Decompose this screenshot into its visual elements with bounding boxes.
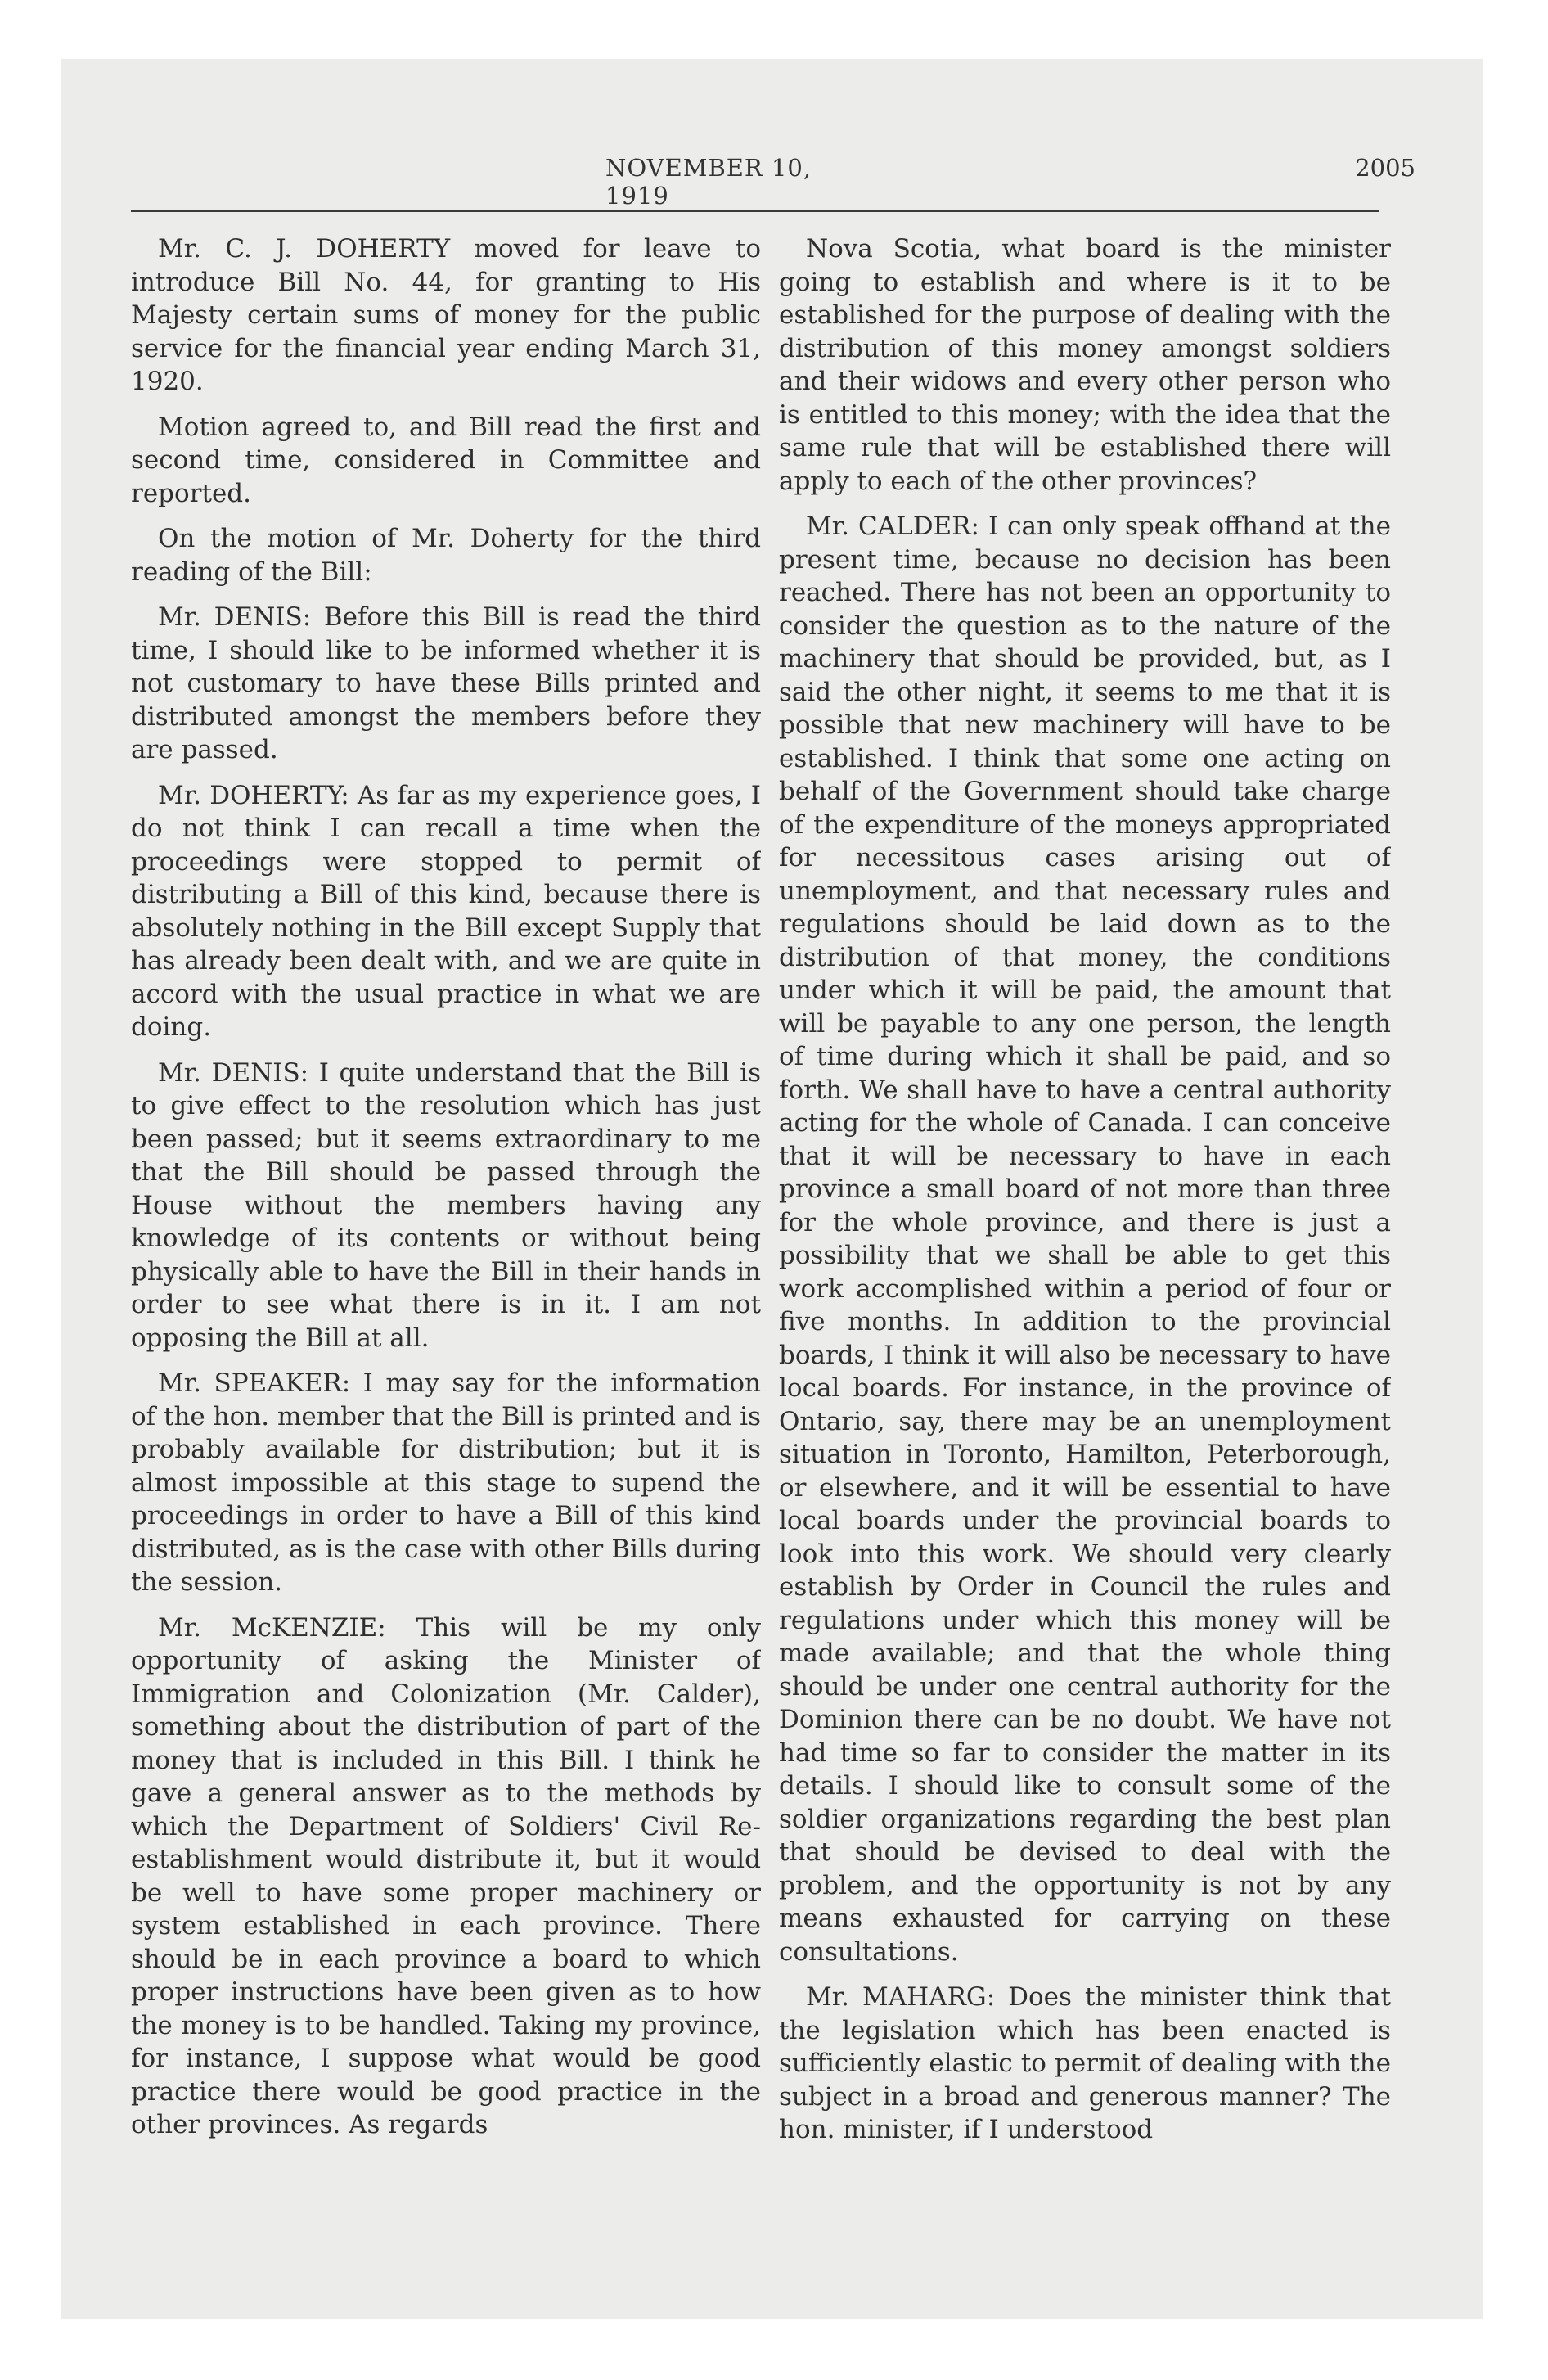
paragraph: Nova Scotia, what board is the minister going to establish and where is it to be established for the purpose of dealing with the distribution of this money amongst soldiers and their widows and every other person who is entitled to this money; with the idea that the same rule that will be established there will apply to each of the other provinces? — [779, 234, 1391, 496]
paragraph: Mr. DENIS: Before this Bill is read the third time, I should like to be informed whether it is not customary to have these Bills printed and distributed amongst the members before they are passed. — [131, 602, 761, 764]
paragraph: Mr. C. J. DOHERTY moved for leave to introduce Bill No. 44, for granting to His Majesty certain sums of money for the public service for the financial year ending March 31, 1920. — [131, 234, 761, 396]
page-number: 2005 — [1355, 154, 1415, 182]
right-column — [779, 232, 1391, 2180]
header-rule — [131, 210, 1379, 212]
paragraph: Mr. CALDER: I can only speak offhand at the present time, because no decision has been reached. There has not been an opportunity to consider the question as to the nature of the machinery that should be provided, but, as I said the other night, it seems to me that it is possible that new machinery will have to be established. I think that some one acting on behalf of the Government should take charge of the expenditure of the moneys appropriated for necessitous cases arising out of unemployment, and that necessary rules and regulations should be laid down as to the distribution of that money, the conditions under which it will be paid, the amount that will be payable to any one person, the length of time during which it shall be paid, and so forth. We shall have to have a central authority acting for the whole of Canada. I can conceive that it will be necessary to have in each province a small board of not more than three for the whole province, and there is just a possibility that we shall be able to get this work accomplished within a period of four or five months. In addition to the provincial boards, I think it will also be necessary to have local boards. For instance, in the province of Ontario, say, there may be an unemployment situation in Toronto, Hamilton, Peterborough, or elsewhere, and it will be essential to have local boards under the provincial boards to look into this work. We should very clearly establish by Order in Council the rules and regulations under which this money will be made available; and that the whole thing should be under one central authority for the Dominion there can be no doubt. We have not had time so far to consider the matter in its details. I should like to consult some of the soldier organizations regarding the best plan that should be devised to deal with the problem, and the opportunity is not by any means exhausted for carrying on these consultations. — [779, 512, 1391, 1967]
paragraph: Mr. DENIS: I quite understand that the Bill is to give effect to the resolution which has just been passed; but it seems extraordinary to me that the Bill should be passed through the House without the members having any knowledge of its contents or without being physically able to have the Bill in their hands in order to see what there is in it. I am not opposing the Bill at all. — [131, 1057, 761, 1353]
paragraph: Motion agreed to, and Bill read the first and second time, considered in Committee and reported. — [131, 412, 761, 508]
paragraph: Mr. MAHARG: Does the minister think that the legislation which has been enacted is sufficiently elastic to permit of dealing with the subject in a broad and generous manner? The hon. minister, if I understood — [779, 1982, 1391, 2144]
left-column — [131, 232, 761, 2180]
paragraph: Mr. DOHERTY: As far as my experience goes, I do not think I can recall a time when the proceedings were stopped to permit of distributing a Bill of this kind, because there is absolutely nothing in the Bill except Supply that has already been dealt with, and we are quite in accord with the usual practice in what we are doing. — [131, 780, 761, 1042]
paragraph: On the motion of Mr. Doherty for the third reading of the Bill: — [131, 524, 761, 587]
running-header-date: NOVEMBER 10, 1919 — [605, 154, 812, 210]
paragraph: Mr. SPEAKER: I may say for the information of the hon. member that the Bill is printed and is probably available for distribution; but it is almost impossible at this stage to supend the proceedings in order to have a Bill of this kind distributed, as is the case with other Bills during the session. — [131, 1368, 761, 1597]
paragraph: Mr. McKENZIE: This will be my only opportunity of asking the Minister of Immigration and Colonization (Mr. Calder), something about the distribution of part of the money that is included in this Bill. I think he gave a general answer as to the methods by which the Department of Soldiers' Civil Re-establishment would distribute it, but it would be well to have some proper machinery or system established in each province. There should be in each province a board to which proper instructions have been given as to how the money is to be handled. Taking my province, for instance, I suppose what would be good practice there would be good practice in the other provinces. As regards — [131, 1612, 761, 2139]
